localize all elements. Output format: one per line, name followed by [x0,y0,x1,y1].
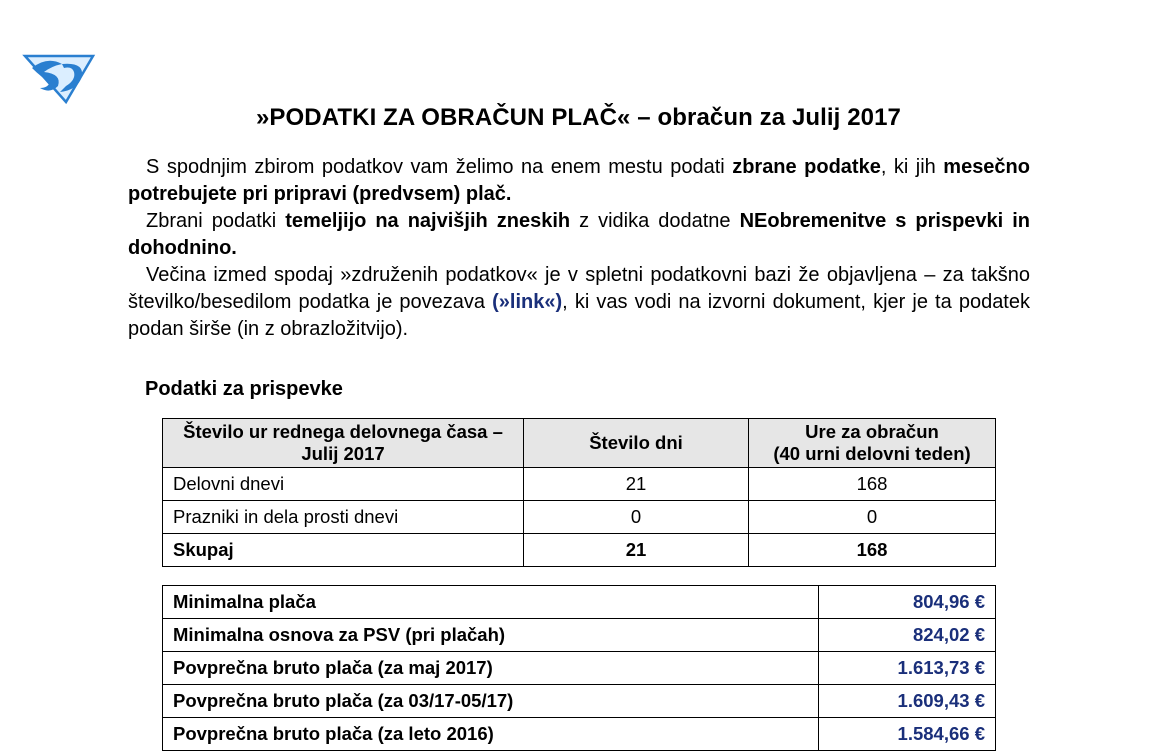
bold-span: . [505,183,512,205]
intro-text [128,154,1030,343]
text-span: , ki jih [880,156,944,178]
column-header: Ure za obračun (40 urni delovni teden) [749,419,996,468]
hours-cell: 0 [749,501,996,534]
amount-cell[interactable]: 804,96 € [819,586,996,619]
table-row [163,685,996,718]
table-row [163,468,996,501]
table-row [163,652,996,685]
row-label: Povprečna bruto plača (za maj 2017) [163,652,819,685]
section-title: Podatki za prispevke [145,378,343,400]
bold-span: . [231,237,237,259]
days-cell: 21 [524,534,749,567]
text-span: Zbrani podatki [146,210,286,232]
text-span: S spodnjim zbirom podatkov vam želimo na enem mestu podati [146,156,733,178]
text-span: , ki vas vodi na izvorni dokument, kjer je ta podatek podan širše (in z obrazložitvijo). [128,291,1030,340]
wage-data-table [162,585,996,751]
amount-cell[interactable]: 1.613,73 € [819,652,996,685]
table-row [163,586,996,619]
table-row-total [163,534,996,567]
row-label: Minimalna osnova za PSV (pri plačah) [163,619,819,652]
row-label: Prazniki in dela prosti dnevi [163,501,524,534]
link[interactable]: (»link«) [492,291,563,313]
text-span: z vidika dodatne [570,210,740,232]
row-label: Povprečna bruto plača (za 03/17-05/17) [163,685,819,718]
table-row [163,501,996,534]
column-header: Število dni [524,419,749,468]
bold-span: zbrane podatke [732,156,881,178]
table-row [163,718,996,751]
days-cell: 21 [524,468,749,501]
intro-paragraph-2 [128,208,1030,262]
column-header: Število ur rednega delovnega časa – Julij 2017 [163,419,524,468]
bold-span: mesečno potrebujete pri pripravi (predvsem) plač [128,156,1030,205]
table-header-row [163,419,996,468]
row-label: Delovni dnevi [163,468,524,501]
bold-span: NEobremenitve s prispevki in dohodnino [128,210,1031,259]
text-span: Večina izmed spodaj »združenih podatkov« je v spletni podatkovni bazi že objavljena – za takšno številko/besedilom podatka je povezava [128,264,1030,313]
row-label: Skupaj [163,534,524,567]
working-hours-table [162,418,996,567]
hours-cell: 168 [749,534,996,567]
amount-cell[interactable]: 824,02 € [819,619,996,652]
row-label: Povprečna bruto plača (za leto 2016) [163,718,819,751]
intro-paragraph-1 [128,154,1030,208]
hours-cell: 168 [749,468,996,501]
bold-span: temeljijo na najvišjih zneskih [285,210,571,232]
document-title: »PODATKI ZA OBRAČUN PLAČ« – obračun za Julij 2017 [255,104,902,131]
table-row [163,619,996,652]
sd-logo [22,48,96,104]
row-label: Minimalna plača [163,586,819,619]
amount-cell[interactable]: 1.584,66 € [819,718,996,751]
amount-cell[interactable]: 1.609,43 € [819,685,996,718]
days-cell: 0 [524,501,749,534]
intro-paragraph-3 [128,262,1030,343]
